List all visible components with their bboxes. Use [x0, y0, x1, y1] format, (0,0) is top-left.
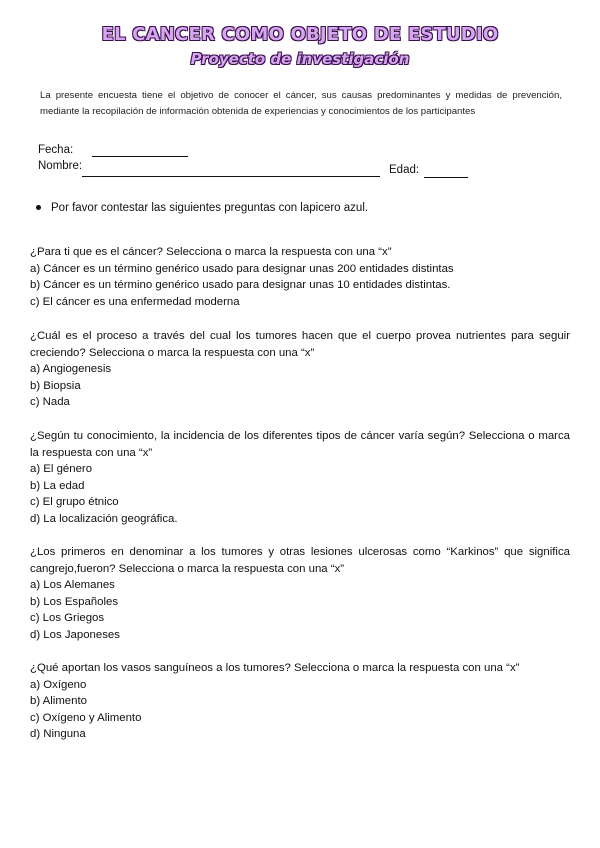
answer-option[interactable]: c) Los Griegos	[30, 612, 105, 624]
answer-option[interactable]: c) El cáncer es una enfermedad moderna	[30, 295, 240, 308]
answer-option[interactable]: d) Ninguna	[30, 728, 86, 740]
question-4	[30, 544, 570, 643]
answer-option[interactable]: a) Oxígeno	[30, 678, 87, 691]
instruction-text: Por favor contestar las siguientes preguntas con lapicero azul.	[51, 202, 369, 214]
answer-option[interactable]: a) Angiogenesis	[30, 363, 112, 375]
nombre-input-line[interactable]	[82, 176, 380, 177]
question-5	[30, 660, 570, 743]
edad-input-line[interactable]	[424, 177, 468, 178]
answer-option[interactable]: b) Cáncer es un término genérico usado para designar unas 10 entidades distintas.	[30, 279, 451, 291]
document-subtitle: Proyecto de investigación	[190, 50, 410, 68]
answer-option[interactable]: a) Los Alemanes	[30, 579, 115, 591]
bullet-icon	[36, 205, 41, 210]
document-title: EL CANCER COMO OBJETO DE ESTUDIO	[101, 24, 499, 45]
answer-option[interactable]: c) El grupo étnico	[30, 496, 119, 508]
question-stem: ¿Los primeros en denominar a los tumores y otras lesiones ulcerosas como “Karkinos” que significa cangrejo,fueron? Selecciona o marca la respuesta con una “x”	[30, 546, 570, 575]
question-2	[30, 328, 570, 411]
answer-option[interactable]: b) Los Españoles	[30, 595, 119, 608]
instruction-item	[36, 202, 368, 214]
intro-paragraph: La presente encuesta tiene el objetivo de conocer el cáncer, sus causas predominantes y medidas de prevención, mediante la recopilación de información obtenida de experiencias y conocimientos de los participantes	[40, 90, 562, 117]
fecha-input-line[interactable]	[92, 156, 188, 157]
question-stem: ¿Cuál es el proceso a través del cual los tumores hacen que el cuerpo provea nutrientes para seguir creciendo? Selecciona o marca la respuesta con una “x”	[30, 330, 570, 359]
nombre-label: Nombre:	[38, 160, 83, 172]
answer-option[interactable]: c) Nada	[30, 396, 70, 408]
question-1	[30, 244, 570, 310]
fecha-label: Fecha:	[38, 144, 74, 156]
question-3	[30, 428, 570, 527]
question-stem: ¿Para ti que es el cáncer? Selecciona o marca la respuesta con una “x”	[30, 246, 392, 258]
question-stem: ¿Qué aportan los vasos sanguíneos a los tumores? Selecciona o marca la respuesta con una “x”	[30, 662, 520, 674]
question-stem: ¿Según tu conocimiento, la incidencia de los diferentes tipos de cáncer varía según? Selecciona o marca la respuesta con una “x”	[30, 430, 570, 459]
answer-option[interactable]: a) El género	[30, 463, 93, 475]
answer-option[interactable]: d) La localización geográfica.	[30, 512, 178, 525]
answer-option[interactable]: d) Los Japoneses	[30, 628, 120, 641]
answer-option[interactable]: c) Oxígeno y Alimento	[30, 711, 142, 724]
answer-option[interactable]: a) Cáncer es un término genérico usado para designar unas 200 entidades distintas	[30, 262, 454, 275]
edad-label: Edad:	[389, 164, 420, 176]
answer-option[interactable]: b) La edad	[30, 479, 85, 492]
answer-option[interactable]: b) Biopsia	[30, 379, 81, 392]
answer-option[interactable]: b) Alimento	[30, 695, 87, 707]
